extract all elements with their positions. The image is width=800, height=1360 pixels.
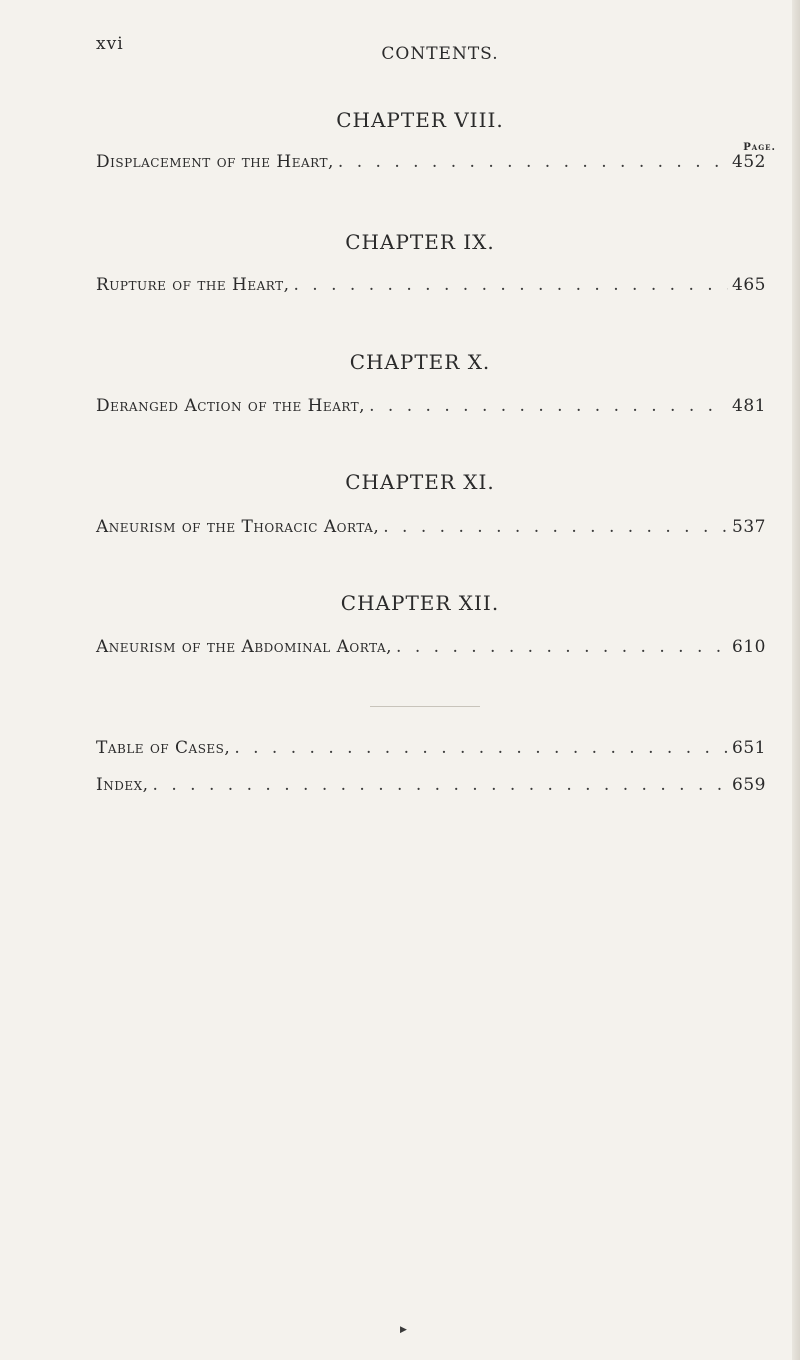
dot-leader — [369, 396, 728, 416]
toc-entry[interactable] — [96, 775, 766, 801]
running-title: CONTENTS. — [381, 44, 499, 64]
chapter-heading: CHAPTER IX. — [345, 230, 495, 254]
toc-entry[interactable] — [96, 275, 766, 301]
toc-entry-page: 465 — [732, 275, 766, 295]
page-number: xvi — [96, 34, 124, 54]
dot-leader — [383, 517, 728, 537]
chapter-heading: CHAPTER XI. — [345, 470, 495, 494]
page-edge-shadow — [792, 0, 800, 1360]
toc-entry-page: 651 — [732, 738, 766, 758]
toc-entry-page: 610 — [732, 637, 766, 657]
toc-entry[interactable] — [96, 517, 766, 543]
dot-leader — [294, 275, 729, 295]
toc-entry[interactable] — [96, 637, 766, 663]
toc-entry[interactable] — [96, 396, 766, 422]
printer-mark-icon: ▶ — [400, 1325, 407, 1335]
toc-entry-title: Aneurism of the Abdominal Aorta, — [96, 637, 393, 657]
toc-entry[interactable] — [96, 738, 766, 764]
toc-entry-page: 537 — [732, 517, 766, 537]
toc-entry[interactable] — [96, 152, 766, 178]
toc-entry-title: Aneurism of the Thoracic Aorta, — [96, 517, 380, 537]
toc-entry-page: 481 — [732, 396, 766, 416]
dot-leader — [234, 738, 728, 758]
dot-leader — [396, 637, 728, 657]
toc-entry-title: Displacement of the Heart, — [96, 152, 334, 172]
page-column-label: Page. — [743, 142, 776, 153]
chapter-heading: CHAPTER X. — [349, 350, 491, 374]
dot-leader — [338, 152, 728, 172]
toc-entry-title: Rupture of the Heart, — [96, 275, 290, 295]
toc-entry-page: 452 — [732, 152, 766, 172]
chapter-heading: CHAPTER VIII. — [336, 108, 504, 132]
toc-entry-title: Deranged Action of the Heart, — [96, 396, 366, 416]
toc-entry-page: 659 — [732, 775, 766, 795]
dot-leader — [153, 775, 729, 795]
toc-entry-title: Index, — [96, 775, 149, 795]
chapter-heading: CHAPTER XII. — [340, 591, 500, 615]
divider — [370, 706, 480, 707]
toc-entry-title: Table of Cases, — [96, 738, 231, 758]
